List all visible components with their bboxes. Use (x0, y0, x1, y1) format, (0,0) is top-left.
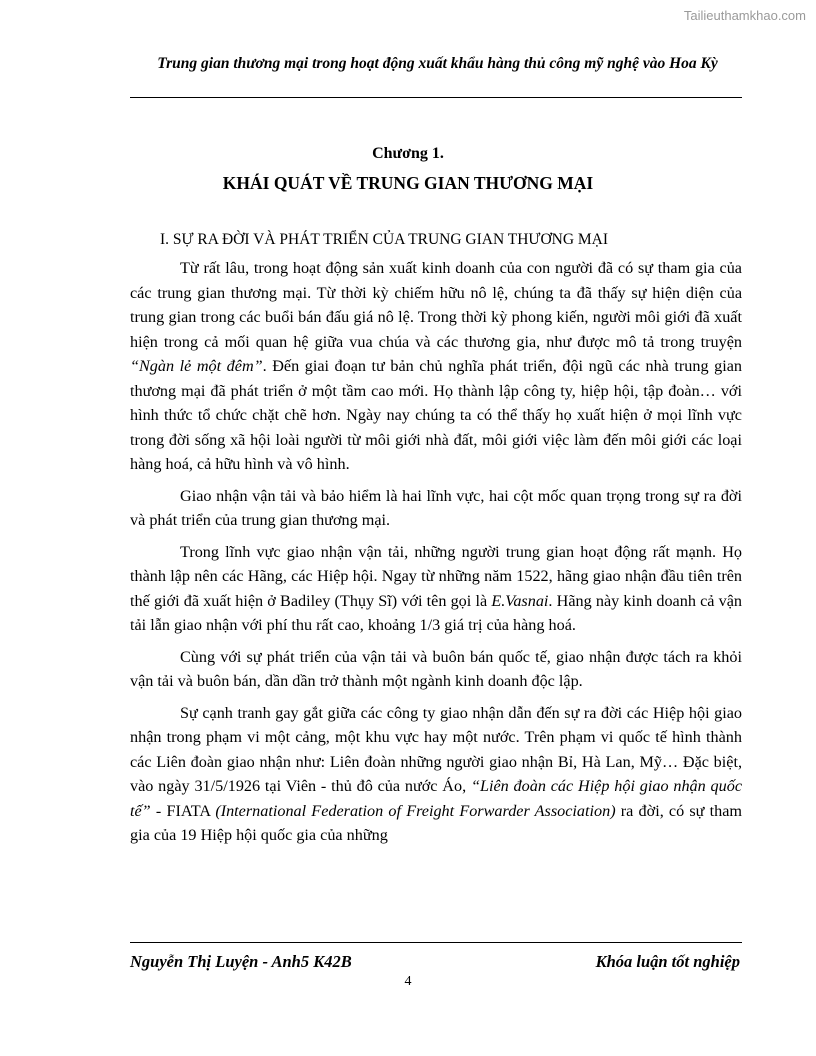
paragraph (130, 540, 742, 638)
footer-author: Nguyễn Thị Luyện - Anh5 K42B (130, 952, 352, 971)
italic-title: “Liên đoàn các Hiệp hội giao nhận quốc tế” (130, 777, 743, 820)
page-number: 4 (404, 974, 412, 989)
paragraph: Cùng với sự phát triển của vận tải và buôn bán quốc tế, giao nhận được tách ra khỏi vận tải và buôn bán, dần dần trở thành một ngành kinh doanh độc lập. (130, 647, 742, 690)
paragraph (130, 701, 742, 848)
paragraph (130, 256, 742, 477)
chapter-title: KHÁI QUÁT VỀ TRUNG GIAN THƯƠNG MẠI (222, 173, 594, 193)
text-run: - FIATA (150, 801, 216, 820)
text-run: Trong lĩnh vực giao nhận vận tải, những người trung gian hoạt động rất mạnh. Họ thành lập nên các Hãng, các Hiệp hội. Ngay từ những năm 1522, hãng giao nhận đầu tiên trên thế giới đã xuất hiện ở Badiley (Thụy Sĩ) với tên gọi là (130, 542, 742, 610)
footer-doc-type: Khóa luận tốt nghiệp (595, 952, 740, 971)
italic-english-name: (International Federation of Freight Forwarder Association) (215, 801, 616, 820)
text-run: ra đời, có sự tham gia của 19 Hiệp hội quốc gia của những (130, 801, 743, 844)
italic-title: “Ngàn lẻ một đêm” (130, 357, 263, 375)
text-run: Từ rất lâu, trong hoạt động sản xuất kinh doanh của con người đã có sự tham gia của các trung gian thương mại. Từ thời kỳ chiếm hữu nô lệ, chúng ta đã thấy sự hiện diện của trung gian trong các buổi bán đấu giá nô lệ. Trong thời kỳ phong kiến, người môi giới đã xuất hiện trong cả mối quan hệ giữa vua chúa và các thương gia, như được mô tả trong truyện (130, 259, 742, 351)
chapter-number: Chương 1. (372, 145, 444, 162)
italic-name: E.Vasnai (491, 591, 549, 610)
page-header: Trung gian thương mại trong hoạt động xuất khẩu hàng thủ công mỹ nghệ vào Hoa Kỳ (157, 55, 718, 72)
watermark: Tailieuthamkhao.com (683, 8, 806, 23)
footer-divider (130, 942, 742, 943)
text-run: . Đến giai đoạn tư bản chủ nghĩa phát triển, đội ngũ các nhà trung gian thương mại đã phát triển ở một tầm cao mới. Họ thành lập công ty, hiệp hội, tập đoàn… với hình thức tổ chức chặt chẽ hơn. Ngày nay chúng ta có thể thấy họ xuất hiện ở mọi lĩnh vực trong đời sống xã hội loài người từ môi giới nhà đất, môi giới việc làm đến môi giới các loại hàng hoá, cả hữu hình và vô hình. (130, 357, 742, 473)
text-run: . Hãng này kinh doanh cả vận tải lẫn giao nhận với phí thu rất cao, khoảng 1/3 giá trị của hàng hoá. (130, 591, 743, 634)
section-heading: I. SỰ RA ĐỜI VÀ PHÁT TRIỂN CỦA TRUNG GIAN THƯƠNG MẠI (160, 231, 609, 248)
text-run: Sự cạnh tranh gay gắt giữa các công ty giao nhận dẫn đến sự ra đời các Hiệp hội giao nhận trong phạm vi một cảng, một khu vực hay một nước. Trên phạm vi quốc tế hình thành các Liên đoàn giao nhận như: Liên đoàn những người giao nhận Bỉ, Hà Lan, Mỹ… Đặc biệt, vào ngày 31/5/1926 tại Viên - thủ đô của nước Áo, (130, 703, 742, 795)
body-text (130, 256, 742, 855)
paragraph: Giao nhận vận tải và bảo hiểm là hai lĩnh vực, hai cột mốc quan trọng trong sự ra đời và phát triển của trung gian thương mại. (130, 486, 742, 529)
header-divider (130, 97, 742, 98)
